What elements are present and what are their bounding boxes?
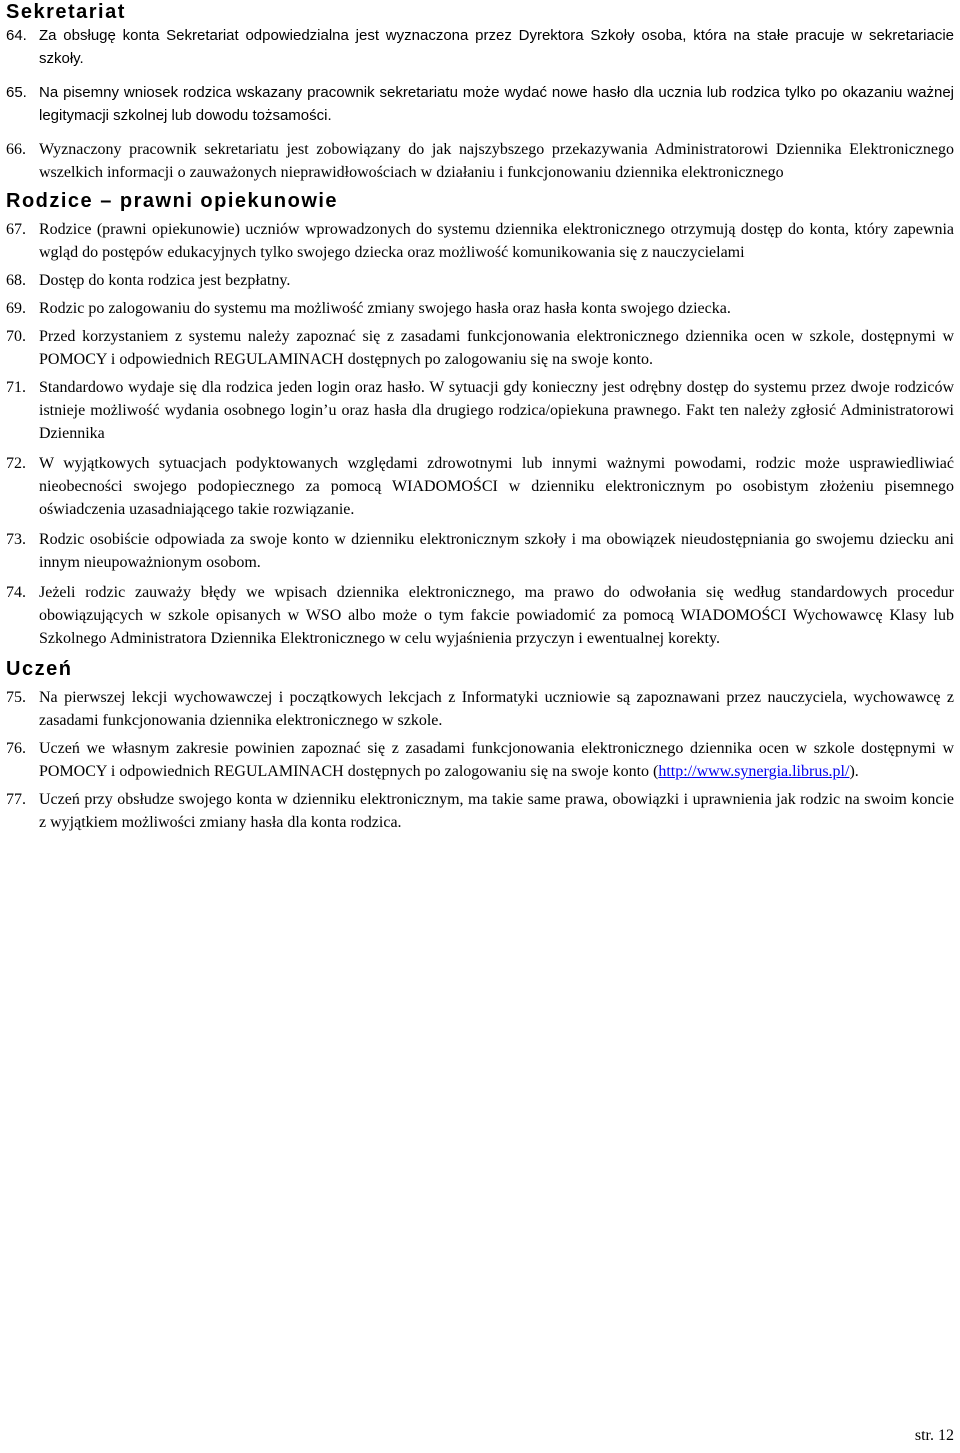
item-number: 73. (6, 531, 26, 548)
list-item (6, 581, 954, 650)
list-item (6, 138, 954, 184)
item-text: Na pierwszej lekcji wychowawczej i początkowych lekcjach z Informatyki uczniowie są zapoznawani przez nauczyciela, wychowawcę z zasadami funkcjonowania dziennika elektronicznego w szkole. (39, 689, 954, 729)
item-text: Rodzic po zalogowaniu do systemu ma możliwość zmiany swojego hasła oraz hasła konta swojego dziecka. (39, 300, 731, 317)
list-item (6, 269, 954, 292)
item-text-after: ). (849, 763, 859, 780)
item-number: 71. (6, 379, 26, 396)
list-item (6, 737, 954, 783)
item-number: 74. (6, 584, 26, 601)
item-text: Dostęp do konta rodzica jest bezpłatny. (39, 272, 291, 289)
synergia-librus-link[interactable]: http://www.synergia.librus.pl/ (658, 763, 850, 780)
item-text: Standardowo wydaje się dla rodzica jeden login oraz hasło. W sytuacji gdy konieczny jest odrębny dostęp do systemu przez dwoje rodziców istnieje możliwość wydania osobnego login’u oraz hasła dla drugiego rodzica/opiekuna prawnego. Fakt ten należy zgłosić Administratorowi Dziennika (39, 379, 954, 442)
item-number: 64. (6, 27, 27, 44)
item-number: 75. (6, 689, 26, 706)
list-item (6, 218, 954, 264)
list-item (6, 24, 954, 70)
item-number: 69. (6, 300, 26, 317)
item-text: Jeżeli rodzic zauważy błędy we wpisach dziennika elektronicznego, ma prawo do odwołania się według standardowych procedur obowiązujących w szkole opisanych w WSO albo może o tym fakcie powiadomić za pomocą WIADOMOŚCI Wychowawcę Klasy lub Szkolnego Administratora Dziennika Elektronicznego w celu wyjaśnienia przyczyn i ewentualnej korekty. (39, 584, 954, 647)
item-text: W wyjątkowych sytuacjach podyktowanych względami zdrowotnymi lub innymi ważnymi powodami, rodzic może usprawiedliwiać nieobecności swojego podopiecznego za pomocą WIADOMOŚCI w dzienniku elektronicznym po osobistym złożeniu pisemnego oświadczenia uzasadniającego takie rozwiązanie. (39, 455, 954, 518)
document-body (6, 0, 954, 834)
item-text: Uczeń przy obsłudze swojego konta w dzienniku elektronicznym, ma takie same prawa, obowiązki i uprawnienia jak rodzic na swoim koncie z wyjątkiem możliwości zmiany hasła dla konta rodzica. (39, 791, 954, 831)
item-text: Uczeń we własnym zakresie powinien zapoznać się z zasadami funkcjonowania elektronicznego dziennika ocen w szkole dostępnymi w POMOCY i odpowiednich REGULAMINACH dostępnych po zalogowaniu się na swoje konto ( (39, 740, 954, 780)
item-text: Na pisemny wniosek rodzica wskazany pracownik sekretariatu może wydać nowe hasło dla ucznia lub rodzica tylko po okazaniu ważnej legitymacji szkolnej lub dowodu tożsamości. (39, 84, 954, 124)
page-number: str. 12 (914, 1427, 954, 1444)
item-text: Za obsługę konta Sekretariat odpowiedzialna jest wyznaczona przez Dyrektora Szkoły osoba, która na stałe pracuje w sekretariacie szkoły. (39, 27, 954, 67)
list-item (6, 452, 954, 521)
item-number: 77. (6, 791, 26, 808)
item-text: Wyznaczony pracownik sekretariatu jest zobowiązany do jak najszybszego przekazywania Administratorowi Dziennika Elektronicznego wszelkich informacji o zauważonych nieprawidłowościach w działaniu i funkcjonowaniu dziennika elektronicznego (39, 141, 954, 181)
item-text: Przed korzystaniem z systemu należy zapoznać się z zasadami funkcjonowania elektronicznego dziennika ocen w szkole, dostępnymi w POMOCY i odpowiednich REGULAMINACH dostępnych po zalogowaniu się na swoje konto. (39, 328, 954, 368)
item-number: 65. (6, 84, 27, 101)
list-item (6, 788, 954, 834)
item-number: 66. (6, 141, 26, 158)
item-number: 70. (6, 328, 26, 345)
item-text: Rodzic osobiście odpowiada za swoje konto w dzienniku elektronicznym szkoły i ma obowiązek nieudostępniania go swojemu dziecku ani innym nieupoważnionym osobom. (39, 531, 954, 571)
section-heading-uczen: Uczeń (6, 658, 73, 680)
list-item (6, 686, 954, 732)
section-heading-sekretariat: Sekretariat (6, 1, 126, 23)
item-number: 68. (6, 272, 26, 289)
list-item (6, 325, 954, 371)
item-number: 67. (6, 221, 26, 238)
list-item (6, 81, 954, 127)
list-item (6, 297, 954, 320)
list-item (6, 376, 954, 445)
item-number: 76. (6, 740, 26, 757)
list-item (6, 528, 954, 574)
item-number: 72. (6, 455, 26, 472)
section-heading-rodzice: Rodzice – prawni opiekunowie (6, 190, 339, 212)
item-text: Rodzice (prawni opiekunowie) uczniów wprowadzonych do systemu dziennika elektronicznego otrzymują dostęp do konta, który zapewnia wgląd do postępów edukacyjnych tylko swojego dziecka oraz możliwość komunikowania się z nauczycielami (39, 221, 954, 261)
